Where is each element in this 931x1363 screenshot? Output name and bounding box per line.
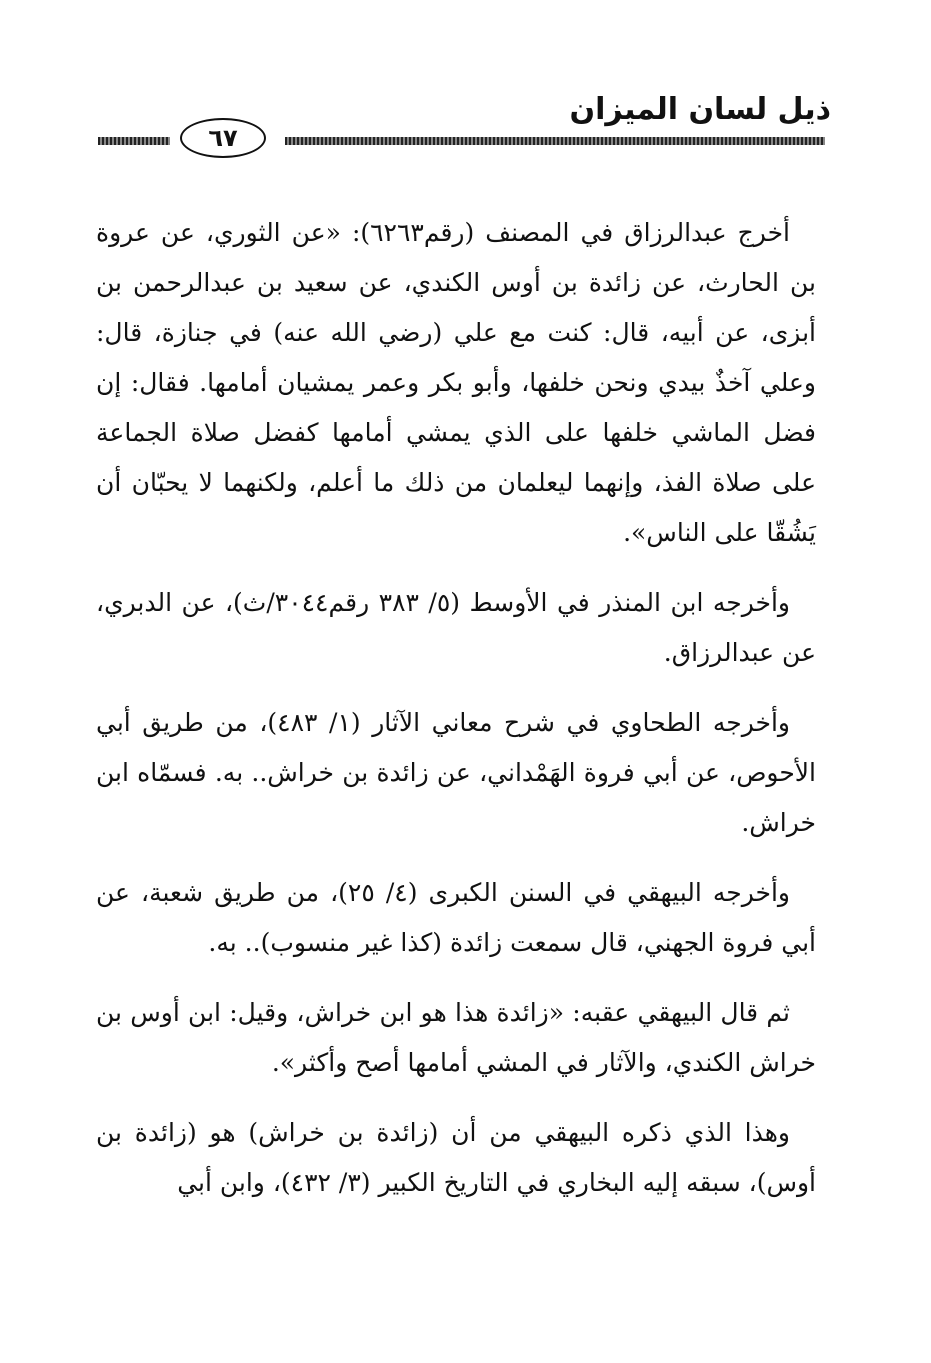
paragraph-3: وأخرجه الطحاوي في شرح معاني الآثار (١/ ٤٨٣)، من طريق أبي الأحوص، عن أبي فروة الهَمْداني، عن زائدة بن خراش.. به. فسمّاه ابن خراش. <box>96 708 816 837</box>
body-text <box>96 208 816 1228</box>
paragraph-6: وهذا الذي ذكره البيهقي من أن (زائدة بن خراش) هو (زائدة بن أوس)، سبقه إليه البخاري في التاريخ الكبير (٣/ ٤٣٢)، وابن أبي <box>96 1118 816 1197</box>
page-number-oval <box>180 118 266 158</box>
running-title: ذيل لسان الميزان <box>569 92 831 127</box>
paragraph-4: وأخرجه البيهقي في السنن الكبرى (٤/ ٢٥)، من طريق شعبة، عن أبي فروة الجهني، قال سمعت زائدة (كذا غير منسوب).. به. <box>96 878 816 957</box>
page-number: ٦٧ <box>208 124 238 152</box>
header-rule-left <box>98 137 170 145</box>
paragraph-2: وأخرجه ابن المنذر في الأوسط (٥/ ٣٨٣ رقم٣٠٤٤/ث)، عن الدبري، عن عبدالرزاق. <box>96 588 816 667</box>
paragraph-5: ثم قال البيهقي عقبه: «زائدة هذا هو ابن خراش، وقيل: ابن أوس بن خراش الكندي، والآثار في المشي أمامها أصح وأكثر». <box>96 998 816 1077</box>
header-rule-right <box>285 137 825 145</box>
paragraph-1: أخرج عبدالرزاق في المصنف (رقم٦٢٦٣): «عن الثوري، عن عروة بن الحارث، عن زائدة بن أوس الكندي، عن سعيد بن عبدالرحمن بن أبزى، عن أبيه، قال: كنت مع علي (رضي الله عنه) في جنازة، قال: وعلي آخذٌ بيدي ونحن خلفها، وأبو بكر وعمر يمشيان أمامها. فقال: إن فضل الماشي خلفها على الذي يمشي أمامها كفضل صلاة الجماعة على صلاة الفذ، وإنهما ليعلمان من ذلك ما أعلم، ولكنهما لا يحبّان أن يَشُقّا على الناس». <box>96 218 816 547</box>
